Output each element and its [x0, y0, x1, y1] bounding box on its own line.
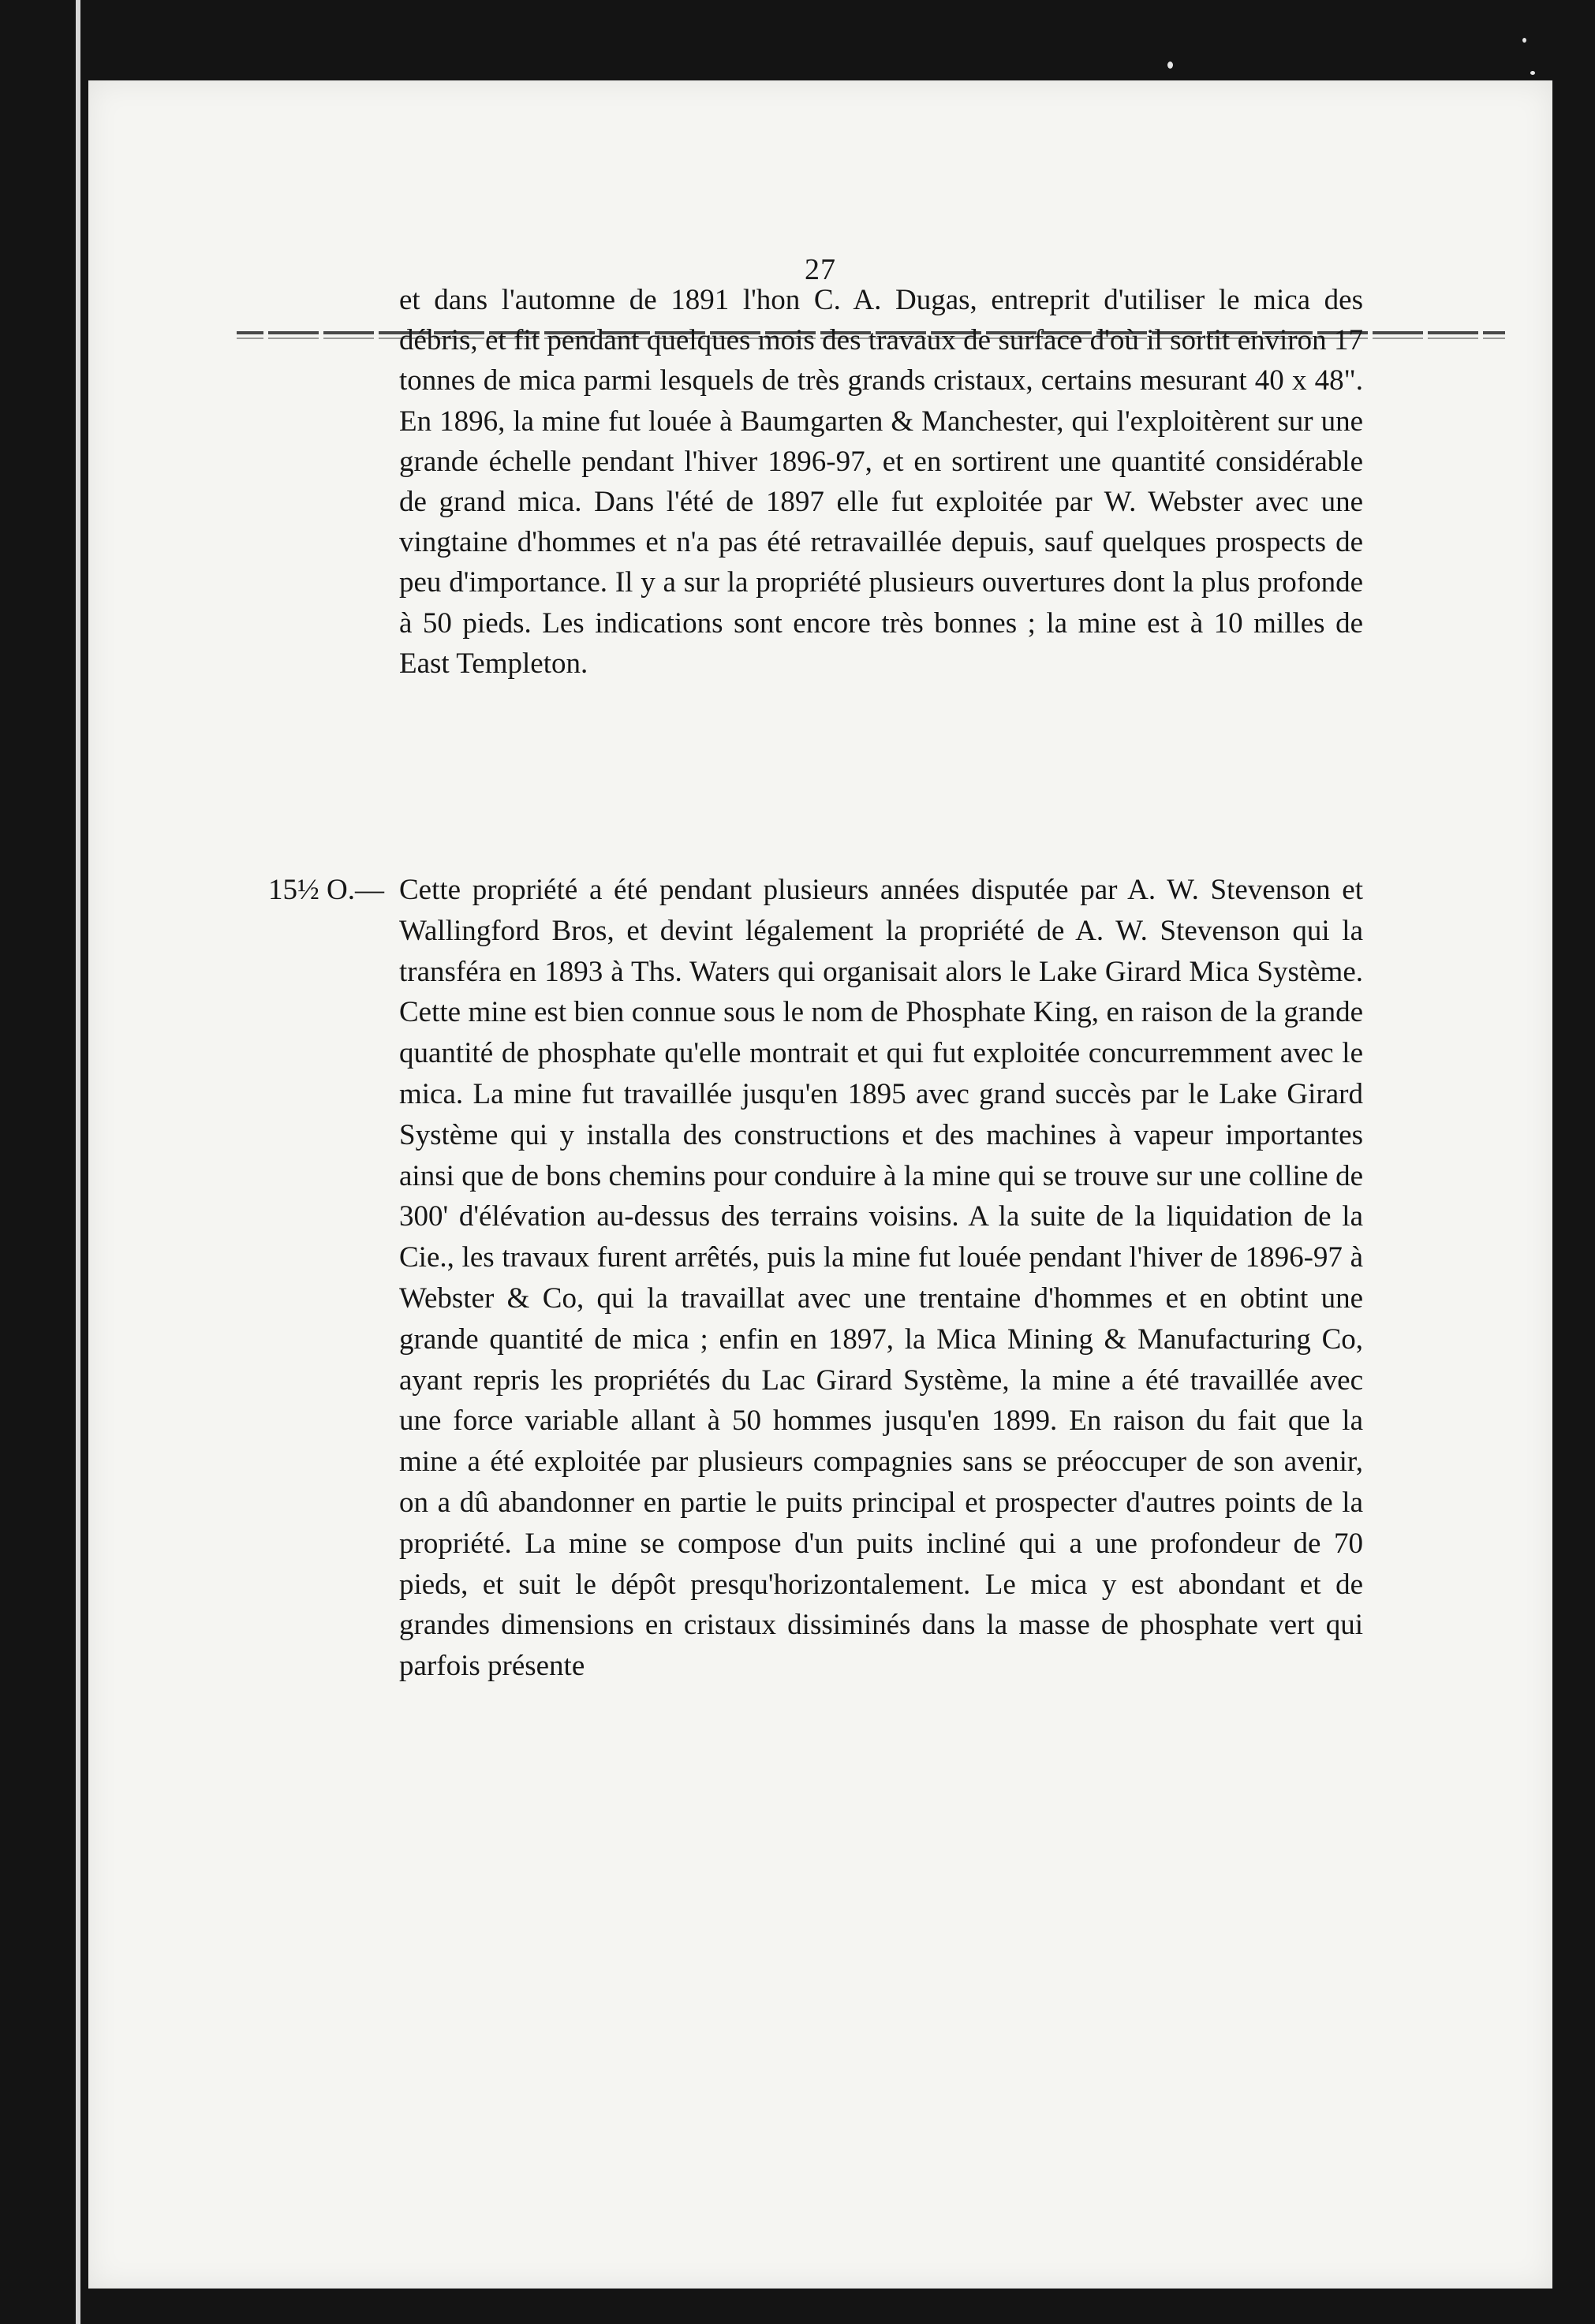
paragraph-text: et dans l'automne de 1891 l'hon C. A. Dugas, entreprit d'utiliser le mica des débris, et fit pendant quelques mois des travaux de surface d'où il sortit environ 17 tonnes de mica parmi lesquels de très grands cristaux, certains mesurant 40 x 48". En 1896, la mine fut louée à Baumgarten & Manchester, qui l'exploitèrent sur une grande échelle pendant l'hiver 1896-97, et en sortirent une quantité considérable de grand mica. Dans l'été de 1897 elle fut exploitée par W. Webster avec une vingtaine d'hommes et n'a pas été retravaillée depuis, sauf quelques prospects de peu d'importance. Il y a sur la propriété plusieurs ouvertures dont la plus profonde à 50 pieds. Les indications sont encore très bonnes ; la mine est à 10 milles de East Templeton. — [399, 284, 1363, 680]
paragraph-continued — [399, 280, 1363, 684]
scan-border — [76, 0, 80, 2324]
scan-speck — [1530, 71, 1535, 75]
paragraph-text: Cette propriété a été pendant plusieurs années disputée par A. W. Stevenson et Wallingford Bros, et devint légalement la propriété de A. W. Stevenson qui la transféra en 1893 à Ths. Waters qui organisait alors le Lake Girard Mica Système. Cette mine est bien connue sous le nom de Phosphate King, en raison de la grande quantité de phosphate qu'elle montrait et qui fut exploitée concurremment avec le mica. La mine fut travaillée jusqu'en 1895 avec grand succès par le Lake Girard Système qui y installa des constructions et des machines à vapeur importantes ainsi que de bons chemins pour conduire à la mine qui se trouve sur une colline de 300' d'élévation au-dessus des terrains voisins. A la suite de la liquidation de la Cie., les travaux furent arrêtés, puis la mine fut louée pendant l'hiver de 1896-97 à Webster & Co, qui la travaillat avec une trentaine d'hommes et en obtint une grande quantité de mica ; enfin en 1897, la Mica Mining & Manufacturing Co, ayant repris les propriétés du Lac Girard Système, la mine a été travaillée avec une force variable allant à 50 hommes jusqu'en 1899. En raison du fait que la mine a été exploitée par plusieurs compagnies sans se préoccuper de son avenir, on a dû abandonner en partie le puits principal et prospecter d'autres points de la propriété. La mine se compose d'un puits incliné qui a une profondeur de 70 pieds, et suit le dépôt presqu'horizontalement. Le mica y est abondant et de grandes dimensions en cristaux dissiminés dans la masse de phosphate vert qui parfois présente — [399, 874, 1363, 1683]
scan-speck — [1167, 62, 1173, 69]
scan-speck — [1522, 38, 1526, 43]
paragraph-lot-15-half — [399, 870, 1363, 1687]
paragraph-lot-marker: 15½ O.— — [268, 874, 384, 906]
page-number: 27 — [805, 253, 836, 286]
